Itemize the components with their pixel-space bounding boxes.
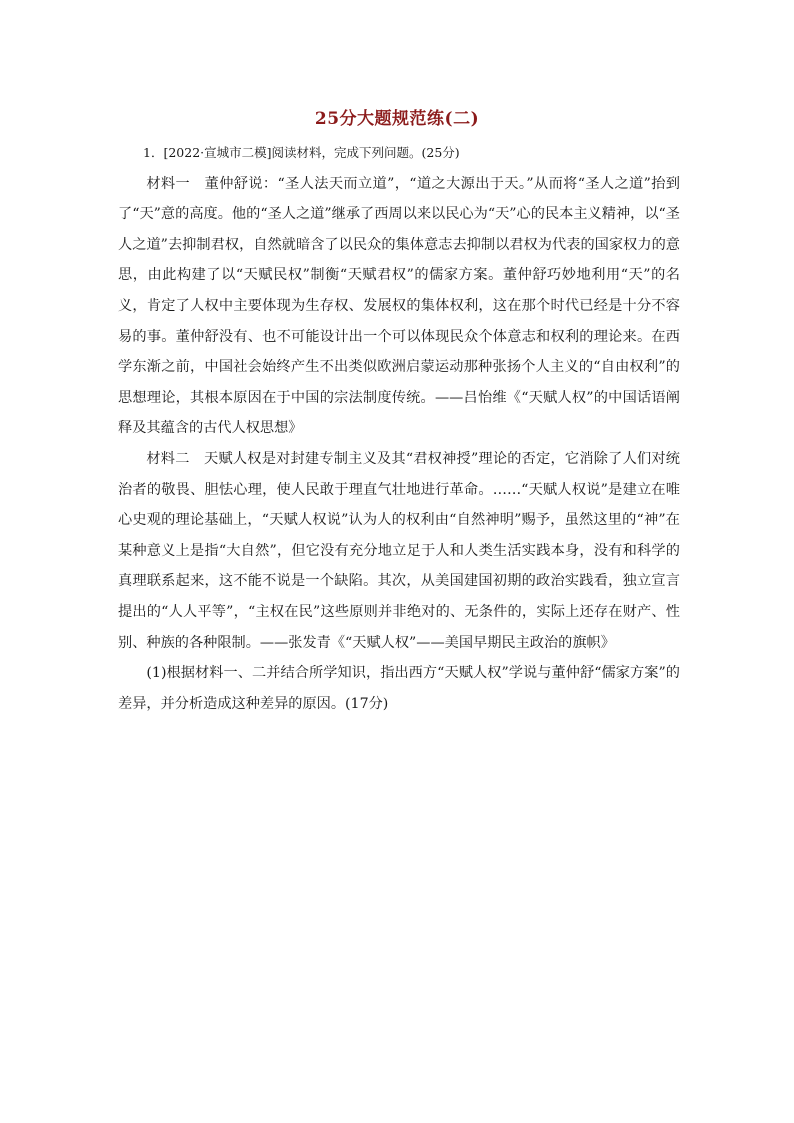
question-body [118, 138, 680, 719]
page-title: 25分大题规范练(二) [314, 109, 480, 129]
question-intro: 1．[2022·宣城市二模]阅读材料，完成下列问题。(25分) [143, 145, 460, 160]
material-two: 材料二 天赋人权是对封建专制主义及其“君权神授”理论的否定，它消除了人们对统治者的敬畏、胆怯心理，使人民敢于理直气壮地进行革命。……“天赋人权说”是建立在唯心史观的理论基础上，“天赋人权说”认为人的权利由“自然神明”赐予，虽然这里的“神”在某种意义上是指“大自然”，但它没有充分地立足于人和人类生活实践本身，没有和科学的真理联系起来，这不能不说是一个缺陷。其次，从美国建国初期的政治实践看，独立宣言提出的“人人平等”，“主权在民”这些原则并非绝对的、无条件的，实际上还存在财产、性别、种族的各种限制。——张发青《“天赋人权”——美国早期民主政治的旗帜》 [118, 450, 680, 651]
material-one: 材料一 董仲舒说：“圣人法天而立道”，“道之大源出于天。”从而将“圣人之道”抬到了“天”意的高度。他的“圣人之道”继承了西周以来以民心为“天”心的民本主义精神，以“圣人之道”去抑制君权，自然就暗含了以民众的集体意志去抑制以君权为代表的国家权力的意思，由此构建了以“天赋民权”制衡“天赋君权”的儒家方案。董仲舒巧妙地利用“天”的名义，肯定了人权中主要体现为生存权、发展权的集体权利，这在那个时代已经是十分不容易的事。董仲舒没有、也不可能设计出一个可以体现民众个体意志和权利的理论来。在西学东渐之前，中国社会始终产生不出类似欧洲启蒙运动那种张扬个人主义的“自由权利”的思想理论，其根本原因在于中国的宗法制度传统。——吕怡维《“天赋人权”的中国话语阐释及其蕴含的古代人权思想》 [118, 175, 680, 437]
sub-question-1: (1)根据材料一、二并结合所学知识，指出西方“天赋人权”学说与董仲舒“儒家方案”的差异，并分析造成这种差异的原因。(17分) [118, 665, 680, 712]
